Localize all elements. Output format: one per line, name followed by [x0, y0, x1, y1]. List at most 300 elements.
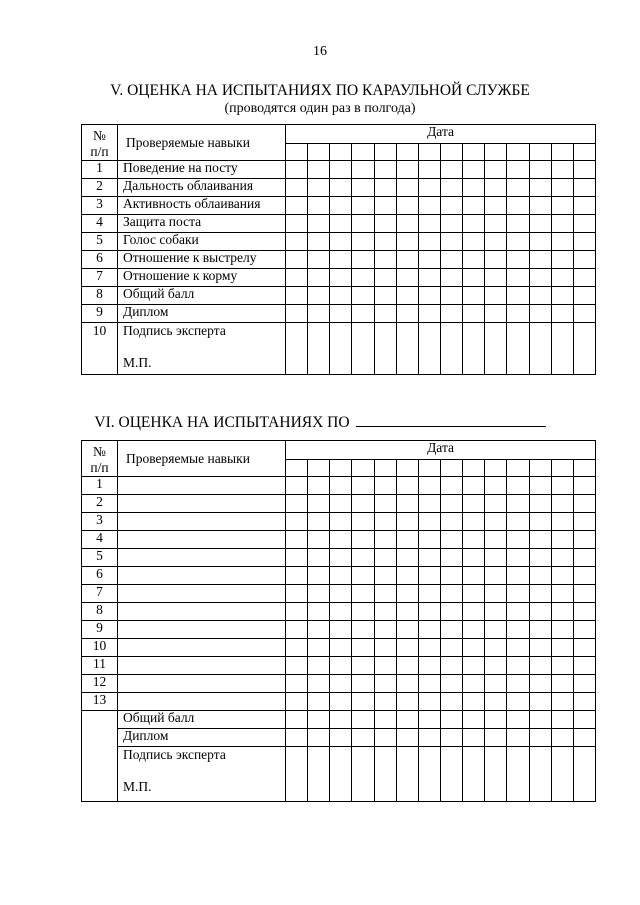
date-cell[interactable] [485, 269, 507, 287]
date-cell[interactable] [463, 729, 485, 747]
date-cell[interactable] [440, 495, 462, 513]
date-cell[interactable] [308, 323, 330, 375]
date-cell[interactable] [330, 693, 352, 711]
date-cell[interactable] [529, 179, 551, 197]
date-cell[interactable] [440, 621, 462, 639]
date-cell[interactable] [573, 675, 595, 693]
date-cell[interactable] [396, 215, 418, 233]
date-cell[interactable] [551, 639, 573, 657]
date-cell[interactable] [507, 305, 529, 323]
date-cell[interactable] [418, 495, 440, 513]
date-cell[interactable] [308, 675, 330, 693]
date-cell[interactable] [308, 305, 330, 323]
date-cell[interactable] [396, 747, 418, 802]
date-cell[interactable] [330, 215, 352, 233]
date-cell[interactable] [440, 711, 462, 729]
date-cell[interactable] [551, 585, 573, 603]
date-cell[interactable] [352, 585, 374, 603]
date-cell[interactable] [485, 675, 507, 693]
date-cell[interactable] [551, 621, 573, 639]
date-cell[interactable] [286, 675, 308, 693]
date-cell[interactable] [330, 747, 352, 802]
date-cell[interactable] [396, 675, 418, 693]
date-cell[interactable] [418, 621, 440, 639]
date-cell[interactable] [352, 675, 374, 693]
date-cell[interactable] [507, 711, 529, 729]
date-cell[interactable] [551, 197, 573, 215]
date-cell[interactable] [463, 675, 485, 693]
date-cell[interactable] [440, 215, 462, 233]
date-cell[interactable] [529, 460, 551, 477]
date-cell[interactable] [573, 495, 595, 513]
date-cell[interactable] [440, 693, 462, 711]
date-cell[interactable] [463, 460, 485, 477]
date-cell[interactable] [573, 251, 595, 269]
date-cell[interactable] [330, 603, 352, 621]
date-cell[interactable] [330, 460, 352, 477]
date-cell[interactable] [485, 287, 507, 305]
date-cell[interactable] [485, 657, 507, 675]
date-cell[interactable] [440, 747, 462, 802]
date-cell[interactable] [396, 323, 418, 375]
date-cell[interactable] [396, 477, 418, 495]
date-cell[interactable] [418, 161, 440, 179]
date-cell[interactable] [463, 711, 485, 729]
date-cell[interactable] [374, 144, 396, 161]
date-cell[interactable] [440, 305, 462, 323]
date-cell[interactable] [507, 287, 529, 305]
date-cell[interactable] [463, 621, 485, 639]
date-cell[interactable] [507, 197, 529, 215]
date-cell[interactable] [573, 531, 595, 549]
date-cell[interactable] [352, 197, 374, 215]
date-cell[interactable] [551, 729, 573, 747]
date-cell[interactable] [463, 657, 485, 675]
date-cell[interactable] [485, 323, 507, 375]
date-cell[interactable] [330, 639, 352, 657]
date-cell[interactable] [485, 144, 507, 161]
date-cell[interactable] [418, 747, 440, 802]
date-cell[interactable] [418, 657, 440, 675]
date-cell[interactable] [352, 567, 374, 585]
date-cell[interactable] [529, 513, 551, 531]
date-cell[interactable] [330, 549, 352, 567]
date-cell[interactable] [529, 729, 551, 747]
date-cell[interactable] [396, 269, 418, 287]
date-cell[interactable] [551, 495, 573, 513]
date-cell[interactable] [308, 460, 330, 477]
date-cell[interactable] [507, 215, 529, 233]
date-cell[interactable] [374, 323, 396, 375]
date-cell[interactable] [551, 693, 573, 711]
date-cell[interactable] [440, 639, 462, 657]
date-cell[interactable] [551, 711, 573, 729]
date-cell[interactable] [396, 567, 418, 585]
date-cell[interactable] [463, 495, 485, 513]
date-cell[interactable] [396, 197, 418, 215]
date-cell[interactable] [308, 693, 330, 711]
date-cell[interactable] [418, 585, 440, 603]
date-cell[interactable] [418, 531, 440, 549]
date-cell[interactable] [330, 585, 352, 603]
date-cell[interactable] [440, 729, 462, 747]
date-cell[interactable] [286, 693, 308, 711]
date-cell[interactable] [507, 729, 529, 747]
date-cell[interactable] [529, 477, 551, 495]
date-cell[interactable] [418, 460, 440, 477]
date-cell[interactable] [352, 323, 374, 375]
date-cell[interactable] [507, 549, 529, 567]
date-cell[interactable] [440, 323, 462, 375]
date-cell[interactable] [418, 323, 440, 375]
date-cell[interactable] [463, 603, 485, 621]
date-cell[interactable] [485, 549, 507, 567]
date-cell[interactable] [573, 567, 595, 585]
date-cell[interactable] [551, 567, 573, 585]
date-cell[interactable] [308, 711, 330, 729]
date-cell[interactable] [396, 495, 418, 513]
date-cell[interactable] [352, 693, 374, 711]
date-cell[interactable] [352, 657, 374, 675]
date-cell[interactable] [352, 729, 374, 747]
date-cell[interactable] [374, 305, 396, 323]
date-cell[interactable] [529, 675, 551, 693]
date-cell[interactable] [418, 567, 440, 585]
date-cell[interactable] [330, 531, 352, 549]
date-cell[interactable] [573, 460, 595, 477]
date-cell[interactable] [418, 233, 440, 251]
skill-cell[interactable] [118, 495, 286, 513]
date-cell[interactable] [507, 477, 529, 495]
date-cell[interactable] [286, 711, 308, 729]
date-cell[interactable] [286, 161, 308, 179]
date-cell[interactable] [507, 657, 529, 675]
date-cell[interactable] [485, 305, 507, 323]
date-cell[interactable] [440, 477, 462, 495]
date-cell[interactable] [308, 549, 330, 567]
date-cell[interactable] [485, 161, 507, 179]
date-cell[interactable] [330, 287, 352, 305]
date-cell[interactable] [330, 197, 352, 215]
date-cell[interactable] [396, 693, 418, 711]
date-cell[interactable] [308, 233, 330, 251]
date-cell[interactable] [463, 305, 485, 323]
date-cell[interactable] [529, 161, 551, 179]
date-cell[interactable] [485, 197, 507, 215]
date-cell[interactable] [308, 603, 330, 621]
skill-cell[interactable] [118, 639, 286, 657]
date-cell[interactable] [396, 460, 418, 477]
date-cell[interactable] [463, 197, 485, 215]
date-cell[interactable] [396, 621, 418, 639]
date-cell[interactable] [463, 233, 485, 251]
date-cell[interactable] [374, 747, 396, 802]
date-cell[interactable] [418, 729, 440, 747]
date-cell[interactable] [573, 233, 595, 251]
date-cell[interactable] [396, 305, 418, 323]
date-cell[interactable] [286, 460, 308, 477]
date-cell[interactable] [485, 531, 507, 549]
date-cell[interactable] [485, 711, 507, 729]
date-cell[interactable] [507, 233, 529, 251]
date-cell[interactable] [330, 495, 352, 513]
date-cell[interactable] [507, 567, 529, 585]
date-cell[interactable] [573, 287, 595, 305]
date-cell[interactable] [352, 144, 374, 161]
date-cell[interactable] [352, 603, 374, 621]
date-cell[interactable] [418, 287, 440, 305]
date-cell[interactable] [440, 161, 462, 179]
date-cell[interactable] [286, 305, 308, 323]
date-cell[interactable] [485, 621, 507, 639]
date-cell[interactable] [463, 567, 485, 585]
date-cell[interactable] [330, 269, 352, 287]
date-cell[interactable] [396, 603, 418, 621]
date-cell[interactable] [551, 460, 573, 477]
date-cell[interactable] [418, 603, 440, 621]
date-cell[interactable] [529, 531, 551, 549]
date-cell[interactable] [507, 513, 529, 531]
date-cell[interactable] [330, 233, 352, 251]
date-cell[interactable] [352, 477, 374, 495]
date-cell[interactable] [485, 513, 507, 531]
date-cell[interactable] [352, 179, 374, 197]
date-cell[interactable] [529, 621, 551, 639]
date-cell[interactable] [374, 251, 396, 269]
date-cell[interactable] [374, 657, 396, 675]
date-cell[interactable] [551, 747, 573, 802]
date-cell[interactable] [286, 549, 308, 567]
date-cell[interactable] [396, 729, 418, 747]
date-cell[interactable] [308, 179, 330, 197]
date-cell[interactable] [286, 323, 308, 375]
date-cell[interactable] [396, 251, 418, 269]
date-cell[interactable] [396, 639, 418, 657]
date-cell[interactable] [551, 305, 573, 323]
date-cell[interactable] [352, 305, 374, 323]
date-cell[interactable] [551, 269, 573, 287]
date-cell[interactable] [463, 513, 485, 531]
date-cell[interactable] [352, 621, 374, 639]
date-cell[interactable] [529, 693, 551, 711]
date-cell[interactable] [551, 477, 573, 495]
date-cell[interactable] [573, 269, 595, 287]
date-cell[interactable] [551, 657, 573, 675]
date-cell[interactable] [330, 179, 352, 197]
date-cell[interactable] [529, 233, 551, 251]
date-cell[interactable] [485, 179, 507, 197]
date-cell[interactable] [374, 549, 396, 567]
date-cell[interactable] [374, 675, 396, 693]
date-cell[interactable] [374, 531, 396, 549]
date-cell[interactable] [330, 305, 352, 323]
date-cell[interactable] [286, 179, 308, 197]
date-cell[interactable] [573, 323, 595, 375]
date-cell[interactable] [507, 144, 529, 161]
date-cell[interactable] [352, 513, 374, 531]
date-cell[interactable] [308, 657, 330, 675]
date-cell[interactable] [485, 251, 507, 269]
date-cell[interactable] [573, 549, 595, 567]
date-cell[interactable] [573, 711, 595, 729]
date-cell[interactable] [463, 323, 485, 375]
date-cell[interactable] [352, 251, 374, 269]
date-cell[interactable] [529, 287, 551, 305]
date-cell[interactable] [485, 603, 507, 621]
date-cell[interactable] [507, 585, 529, 603]
date-cell[interactable] [507, 179, 529, 197]
date-cell[interactable] [308, 531, 330, 549]
date-cell[interactable] [330, 477, 352, 495]
date-cell[interactable] [286, 477, 308, 495]
date-cell[interactable] [463, 179, 485, 197]
date-cell[interactable] [352, 747, 374, 802]
date-cell[interactable] [308, 197, 330, 215]
skill-cell[interactable] [118, 477, 286, 495]
date-cell[interactable] [374, 585, 396, 603]
date-cell[interactable] [573, 693, 595, 711]
skill-cell[interactable] [118, 531, 286, 549]
date-cell[interactable] [463, 549, 485, 567]
date-cell[interactable] [330, 144, 352, 161]
date-cell[interactable] [286, 144, 308, 161]
skill-cell[interactable] [118, 549, 286, 567]
date-cell[interactable] [418, 269, 440, 287]
date-cell[interactable] [507, 323, 529, 375]
date-cell[interactable] [485, 477, 507, 495]
date-cell[interactable] [573, 179, 595, 197]
date-cell[interactable] [529, 197, 551, 215]
date-cell[interactable] [286, 513, 308, 531]
date-cell[interactable] [286, 251, 308, 269]
date-cell[interactable] [330, 675, 352, 693]
date-cell[interactable] [418, 513, 440, 531]
date-cell[interactable] [551, 603, 573, 621]
date-cell[interactable] [529, 585, 551, 603]
date-cell[interactable] [418, 305, 440, 323]
date-cell[interactable] [440, 675, 462, 693]
date-cell[interactable] [573, 657, 595, 675]
date-cell[interactable] [440, 233, 462, 251]
date-cell[interactable] [374, 287, 396, 305]
date-cell[interactable] [463, 287, 485, 305]
date-cell[interactable] [463, 477, 485, 495]
date-cell[interactable] [551, 179, 573, 197]
date-cell[interactable] [418, 675, 440, 693]
date-cell[interactable] [529, 657, 551, 675]
date-cell[interactable] [440, 179, 462, 197]
date-cell[interactable] [418, 549, 440, 567]
date-cell[interactable] [485, 729, 507, 747]
date-cell[interactable] [573, 747, 595, 802]
date-cell[interactable] [463, 693, 485, 711]
date-cell[interactable] [308, 585, 330, 603]
date-cell[interactable] [573, 585, 595, 603]
date-cell[interactable] [418, 144, 440, 161]
date-cell[interactable] [374, 621, 396, 639]
date-cell[interactable] [286, 747, 308, 802]
skill-cell[interactable] [118, 621, 286, 639]
date-cell[interactable] [418, 639, 440, 657]
date-cell[interactable] [374, 567, 396, 585]
date-cell[interactable] [308, 621, 330, 639]
date-cell[interactable] [529, 495, 551, 513]
date-cell[interactable] [308, 251, 330, 269]
date-cell[interactable] [507, 269, 529, 287]
date-cell[interactable] [529, 549, 551, 567]
date-cell[interactable] [352, 161, 374, 179]
date-cell[interactable] [529, 144, 551, 161]
date-cell[interactable] [529, 251, 551, 269]
date-cell[interactable] [573, 639, 595, 657]
date-cell[interactable] [573, 161, 595, 179]
date-cell[interactable] [396, 144, 418, 161]
date-cell[interactable] [396, 711, 418, 729]
date-cell[interactable] [352, 215, 374, 233]
date-cell[interactable] [440, 197, 462, 215]
date-cell[interactable] [308, 215, 330, 233]
date-cell[interactable] [286, 621, 308, 639]
date-cell[interactable] [529, 639, 551, 657]
date-cell[interactable] [374, 215, 396, 233]
date-cell[interactable] [573, 621, 595, 639]
date-cell[interactable] [330, 567, 352, 585]
date-cell[interactable] [308, 269, 330, 287]
date-cell[interactable] [286, 567, 308, 585]
date-cell[interactable] [485, 747, 507, 802]
date-cell[interactable] [463, 269, 485, 287]
date-cell[interactable] [551, 287, 573, 305]
date-cell[interactable] [551, 251, 573, 269]
date-cell[interactable] [551, 531, 573, 549]
date-cell[interactable] [374, 269, 396, 287]
date-cell[interactable] [507, 639, 529, 657]
date-cell[interactable] [308, 639, 330, 657]
date-cell[interactable] [529, 603, 551, 621]
date-cell[interactable] [529, 323, 551, 375]
date-cell[interactable] [308, 729, 330, 747]
date-cell[interactable] [485, 215, 507, 233]
date-cell[interactable] [573, 513, 595, 531]
skill-cell[interactable] [118, 657, 286, 675]
date-cell[interactable] [573, 603, 595, 621]
date-cell[interactable] [286, 603, 308, 621]
date-cell[interactable] [286, 531, 308, 549]
date-cell[interactable] [507, 693, 529, 711]
date-cell[interactable] [485, 585, 507, 603]
date-cell[interactable] [507, 747, 529, 802]
date-cell[interactable] [485, 639, 507, 657]
date-cell[interactable] [330, 251, 352, 269]
date-cell[interactable] [440, 144, 462, 161]
date-cell[interactable] [330, 729, 352, 747]
date-cell[interactable] [418, 693, 440, 711]
skill-cell[interactable] [118, 585, 286, 603]
date-cell[interactable] [352, 549, 374, 567]
date-cell[interactable] [374, 693, 396, 711]
date-cell[interactable] [573, 305, 595, 323]
date-cell[interactable] [374, 603, 396, 621]
date-cell[interactable] [286, 287, 308, 305]
date-cell[interactable] [396, 549, 418, 567]
date-cell[interactable] [418, 711, 440, 729]
skill-cell[interactable] [118, 603, 286, 621]
date-cell[interactable] [308, 161, 330, 179]
date-cell[interactable] [330, 711, 352, 729]
date-cell[interactable] [440, 585, 462, 603]
date-cell[interactable] [418, 197, 440, 215]
date-cell[interactable] [374, 477, 396, 495]
